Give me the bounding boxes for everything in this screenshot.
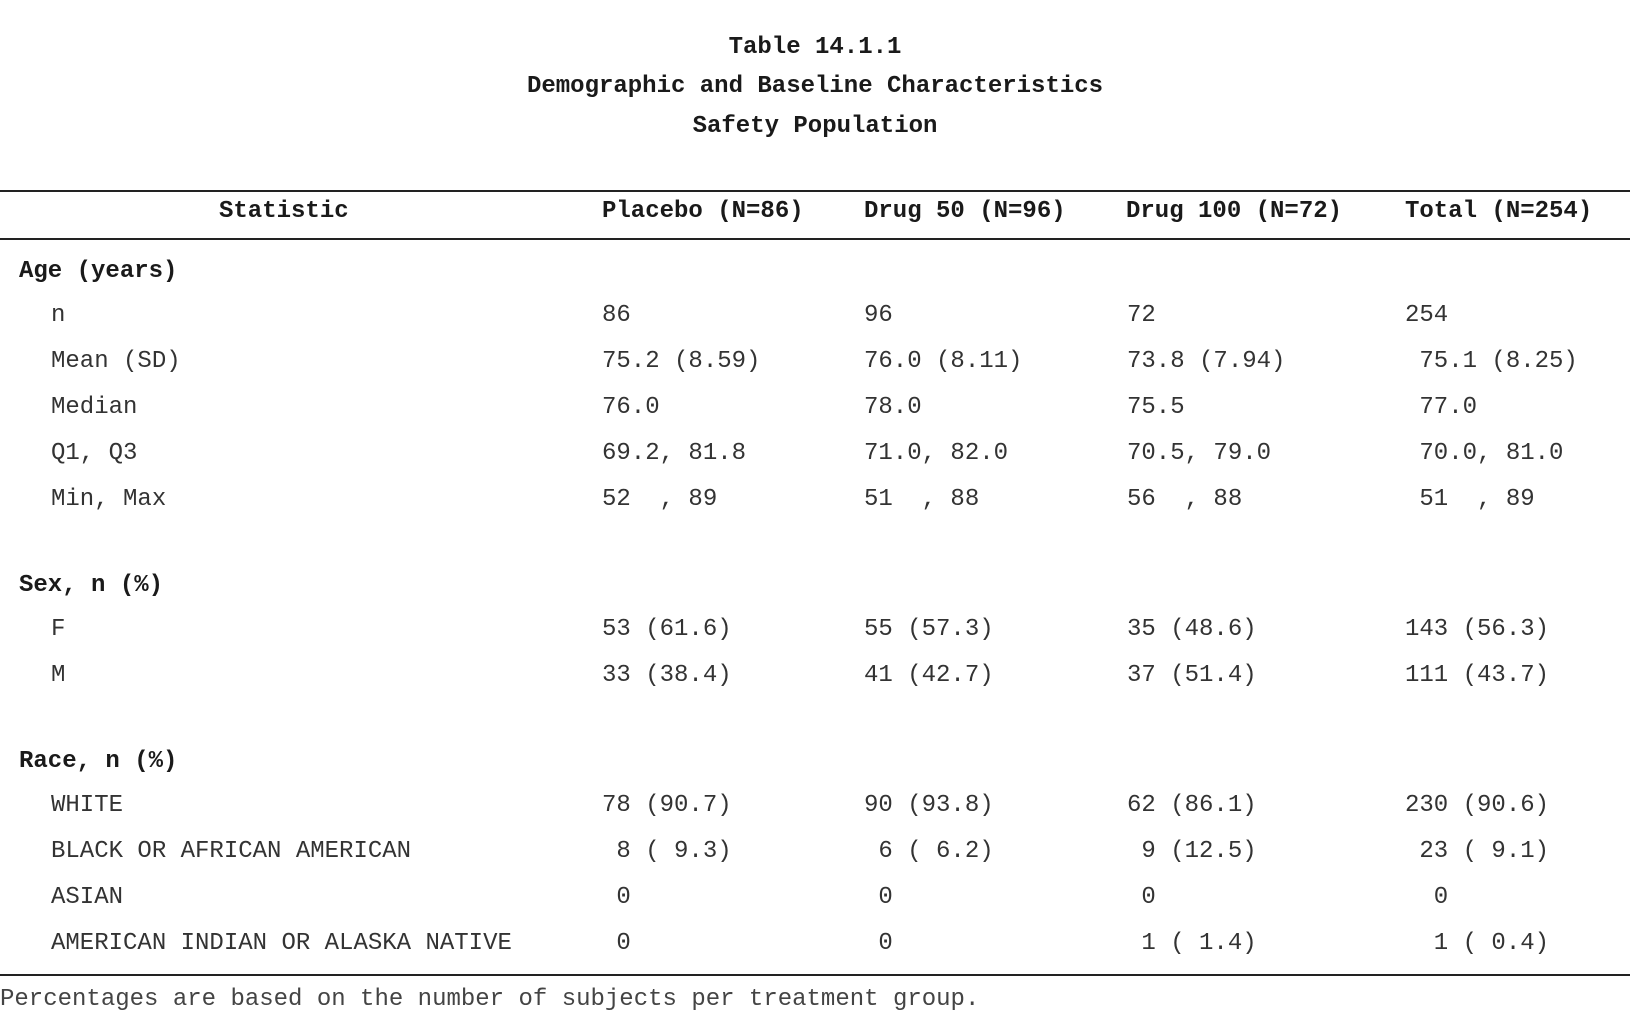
table-title: Demographic and Baseline Characteristics — [526, 73, 1104, 100]
cell-total: 77.0 — [1405, 394, 1478, 421]
cell-drug50: 6 ( 6.2) — [864, 838, 994, 865]
cell-drug50: 51 , 88 — [864, 486, 980, 513]
cell-total: 75.1 (8.25) — [1405, 348, 1578, 375]
section-label: Sex, n (%) — [19, 572, 164, 599]
header-top-rule — [0, 190, 1630, 192]
cell-total: 70.0, 81.0 — [1405, 440, 1564, 467]
row-statistic-label: Mean (SD) — [51, 348, 181, 375]
column-header-drug100: Drug 100 (N=72) — [1126, 198, 1343, 225]
cell-drug100: 62 (86.1) — [1127, 792, 1257, 819]
column-header-statistic: Statistic — [219, 198, 349, 225]
cell-drug100: 9 (12.5) — [1127, 838, 1257, 865]
cell-total: 51 , 89 — [1405, 486, 1535, 513]
cell-drug100: 75.5 — [1127, 394, 1185, 421]
cell-drug50: 76.0 (8.11) — [864, 348, 1023, 375]
cell-total: 1 ( 0.4) — [1405, 930, 1550, 957]
cell-drug50: 55 (57.3) — [864, 616, 994, 643]
row-statistic-label: F — [51, 616, 66, 643]
row-statistic-label: Q1, Q3 — [51, 440, 138, 467]
table-population: Safety Population — [692, 113, 938, 140]
cell-drug100: 56 , 88 — [1127, 486, 1243, 513]
cell-placebo: 69.2, 81.8 — [602, 440, 747, 467]
cell-total: 0 — [1405, 884, 1449, 911]
row-statistic-label: n — [51, 302, 66, 329]
header-bottom-rule — [0, 238, 1630, 240]
cell-placebo: 75.2 (8.59) — [602, 348, 761, 375]
table-bottom-rule — [0, 974, 1630, 976]
cell-total: 111 (43.7) — [1405, 662, 1550, 689]
row-statistic-label: Min, Max — [51, 486, 167, 513]
cell-placebo: 86 — [602, 302, 631, 329]
row-statistic-label: ASIAN — [51, 884, 124, 911]
section-label: Age (years) — [19, 258, 178, 285]
cell-drug100: 37 (51.4) — [1127, 662, 1257, 689]
cell-drug100: 72 — [1127, 302, 1156, 329]
row-statistic-label: BLACK OR AFRICAN AMERICAN — [51, 838, 412, 865]
cell-placebo: 53 (61.6) — [602, 616, 732, 643]
cell-drug50: 78.0 — [864, 394, 922, 421]
cell-drug50: 0 — [864, 884, 893, 911]
cell-placebo: 52 , 89 — [602, 486, 718, 513]
cell-drug50: 90 (93.8) — [864, 792, 994, 819]
cell-total: 254 — [1405, 302, 1449, 329]
column-header-total: Total (N=254) — [1405, 198, 1593, 225]
row-statistic-label: WHITE — [51, 792, 124, 819]
cell-placebo: 8 ( 9.3) — [602, 838, 732, 865]
column-header-placebo: Placebo (N=86) — [602, 198, 804, 225]
row-statistic-label: M — [51, 662, 66, 689]
cell-drug100: 0 — [1127, 884, 1156, 911]
cell-placebo: 76.0 — [602, 394, 660, 421]
column-header-drug50: Drug 50 (N=96) — [864, 198, 1066, 225]
cell-placebo: 0 — [602, 884, 631, 911]
cell-drug50: 96 — [864, 302, 893, 329]
cell-drug50: 71.0, 82.0 — [864, 440, 1009, 467]
cell-drug100: 70.5, 79.0 — [1127, 440, 1272, 467]
cell-total: 143 (56.3) — [1405, 616, 1550, 643]
cell-drug100: 35 (48.6) — [1127, 616, 1257, 643]
cell-drug100: 1 ( 1.4) — [1127, 930, 1257, 957]
cell-total: 23 ( 9.1) — [1405, 838, 1550, 865]
cell-drug50: 0 — [864, 930, 893, 957]
cell-placebo: 33 (38.4) — [602, 662, 732, 689]
row-statistic-label: AMERICAN INDIAN OR ALASKA NATIVE — [51, 930, 512, 957]
cell-total: 230 (90.6) — [1405, 792, 1550, 819]
cell-placebo: 78 (90.7) — [602, 792, 732, 819]
cell-placebo: 0 — [602, 930, 631, 957]
cell-drug100: 73.8 (7.94) — [1127, 348, 1286, 375]
cell-drug50: 41 (42.7) — [864, 662, 994, 689]
table-number: Table 14.1.1 — [728, 34, 902, 61]
section-label: Race, n (%) — [19, 748, 178, 775]
row-statistic-label: Median — [51, 394, 138, 421]
footnote: Percentages are based on the number of subjects per treatment group. — [0, 986, 980, 1013]
